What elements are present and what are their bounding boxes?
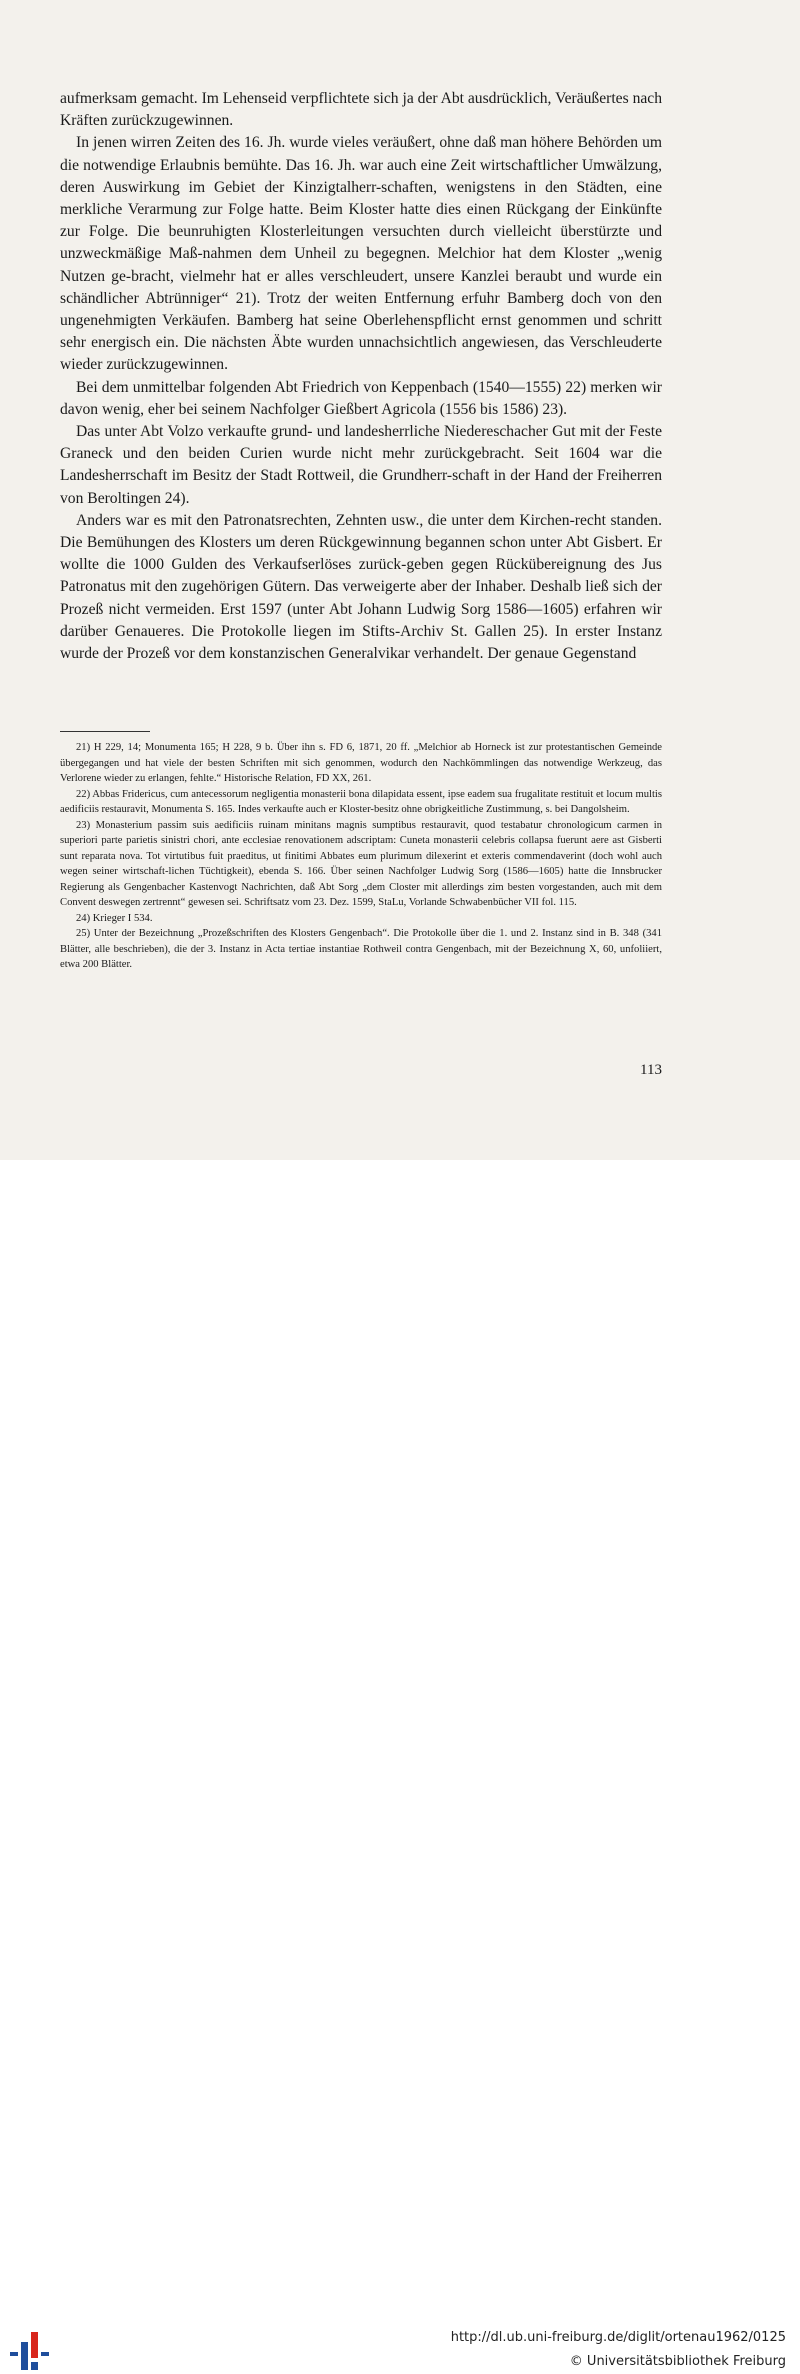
copyright-notice: © Universitätsbibliothek Freiburg	[569, 2354, 786, 2369]
footnotes	[60, 740, 662, 973]
paragraph: Das unter Abt Volzo verkaufte grund- und landesherrliche Niedereschacher Gut mit der Feste Graneck und den beiden Curien wurde nicht mehr zurückgebracht. Seit 1604 war die Landesherrschaft im Besitz der Stadt Rottweil, die Grundherr-schaft in der Hand der Freiherren von Beroltingen 24).	[60, 423, 662, 507]
footnote: 23) Monasterium passim suis aedificiis ruinam minitans magnis sumptibus restauravit, quod testabatur chronologicum carmen in superiori parte parietis sinistri chori, ante ecclesiae renovationem adscriptam: Cuneta monasterii celebris collapsa fuerunt aere ast Gisberti sunt reparata nova. Tot virtutibus fuit praeditus, ut finitimi Abbates eum plurimum dilexerint et exteris commendaverint (doch wohl auch wegen seiner wirtschaft-lichen Tüchtigkeit), ebenda S. 166. Über seinen Nachfolger Ludwig Sorg (1586—1605) hatte die Innsbrucker Regierung als Gengenbacher Kastenvogt Nachrichten, daß Abt Sorg „dem Closter mit allerdings zim besten vorgestanden, auch mit dem Convent deswegen zertrennt“ gewesen sei. Schriftsatz vom 23. Dez. 1599, StaLu, Vorlande Schwabenbücher VII fol. 115.	[60, 819, 662, 908]
footnote: 25) Unter der Bezeichnung „Prozeßschriften des Klosters Gengenbach“. Die Protokolle über die 1. und 2. Instanz sind in B. 348 (341 Blätter, alle beschrieben), die der 3. Instanz in Acta tertiae instantiae Rothweil contra Gengenbach, mit der Bezeichnung X, 60, unfoliiert, etwa 200 Blätter.	[60, 928, 662, 970]
footnote: 24) Krieger I 534.	[76, 912, 153, 924]
footnote: 21) H 229, 14; Monumenta 165; H 228, 9 b. Über ihn s. FD 6, 1871, 20 ff. „Melchior ab Horneck ist zur protestantischen Gemeinde übergegangen und hat viele der besten Schriften mit sich genommen, wodurch den Nachkömmlingen das notwendige Werkzeug, das Verlorene wieder zu erlangen, fehlte.“ Historische Relation, FD XX, 261.	[60, 742, 662, 784]
paragraph: In jenen wirren Zeiten des 16. Jh. wurde vieles veräußert, ohne daß man höhere Behörden um die notwendige Erlaubnis bemühte. Das 16. Jh. war auch eine Zeit wirtschaftlicher Umwälzung, deren Auswirkung im Gebiet der Kinzigtalherr-schaften, wenigstens in den Städten, eine merkliche Verarmung zur Folge hatte. Beim Kloster hatte dies einen Rückgang der Einkünfte zur Folge. Die beunruhigten Klosterleitungen versuchten durch vielleicht überstürzte und unzweckmäßige Maß-nahmen dem Unheil zu begegnen. Melchior hat dem Kloster „wenig Nutzen ge-bracht, vielmehr hat er alles verschleudert, unsere Kanzlei beraubt und wurde ein schändlicher Abtrünniger“ 21). Trotz der weiten Entfernung erfuhr Bamberg doch von den ungenehmigten Verkäufen. Bamberg hat seine Oberlehenspflicht ernst genommen und schritt sehr energisch ein. Die nächsten Äbte wurden unnachsichtlich angewiesen, das Verschleuderte wieder zurückzugewinnen.	[60, 134, 662, 374]
document-url-link[interactable]: http://dl.ub.uni-freiburg.de/diglit/ortenau1962/0125	[450, 2330, 786, 2345]
viewer-footer	[0, 1160, 800, 2369]
footnote-divider	[60, 731, 150, 732]
page-number: 113	[640, 1062, 662, 1078]
paragraph: Anders war es mit den Patronatsrechten, Zehnten usw., die unter dem Kirchen-recht standen. Die Bemühungen des Klosters um deren Rückgewinnung begannen schon unter Abt Gisbert. Er wollte die 1000 Gulden des Verkaufserlöses zurück-geben gegen Rückübereignung des Jus Patronatus mit den zugehörigen Gütern. Das verweigerte aber der Inhaber. Deshalb ließ sich der Prozeß nicht vermeiden. Erst 1597 (unter Abt Johann Ludwig Sorg 1586—1605) erfahren wir darüber Genaueres. Die Protokolle liegen im Stifts-Archiv St. Gallen 25). In erster Instanz wurde der Prozeß vor dem konstanzischen Generalvikar verhandelt. Der genaue Gegenstand	[60, 511, 662, 663]
main-text	[60, 88, 662, 665]
paragraph: aufmerksam gemacht. Im Lehenseid verpflichtete sich ja der Abt ausdrücklich, Veräußertes nach Kräften zurückzugewinnen.	[60, 90, 663, 130]
ub-freiburg-logo-icon	[10, 2328, 50, 2374]
footnote: 22) Abbas Fridericus, cum antecessorum negligentia monasterii bona dilapidata essent, ipse eadem sua frugalitate restituit et locum multis aedificiis restauravit, Monumenta S. 165. Indes verkaufte auch er Kloster-besitz ohne obrigkeitliche Zustimmung, s. bei Dangolsheim.	[60, 788, 662, 815]
scanned-page	[0, 0, 800, 1160]
paragraph: Bei dem unmittelbar folgenden Abt Friedrich von Keppenbach (1540—1555) 22) merken wir davon wenig, eher bei seinem Nachfolger Gießbert Agricola (1556 bis 1586) 23).	[60, 378, 662, 418]
